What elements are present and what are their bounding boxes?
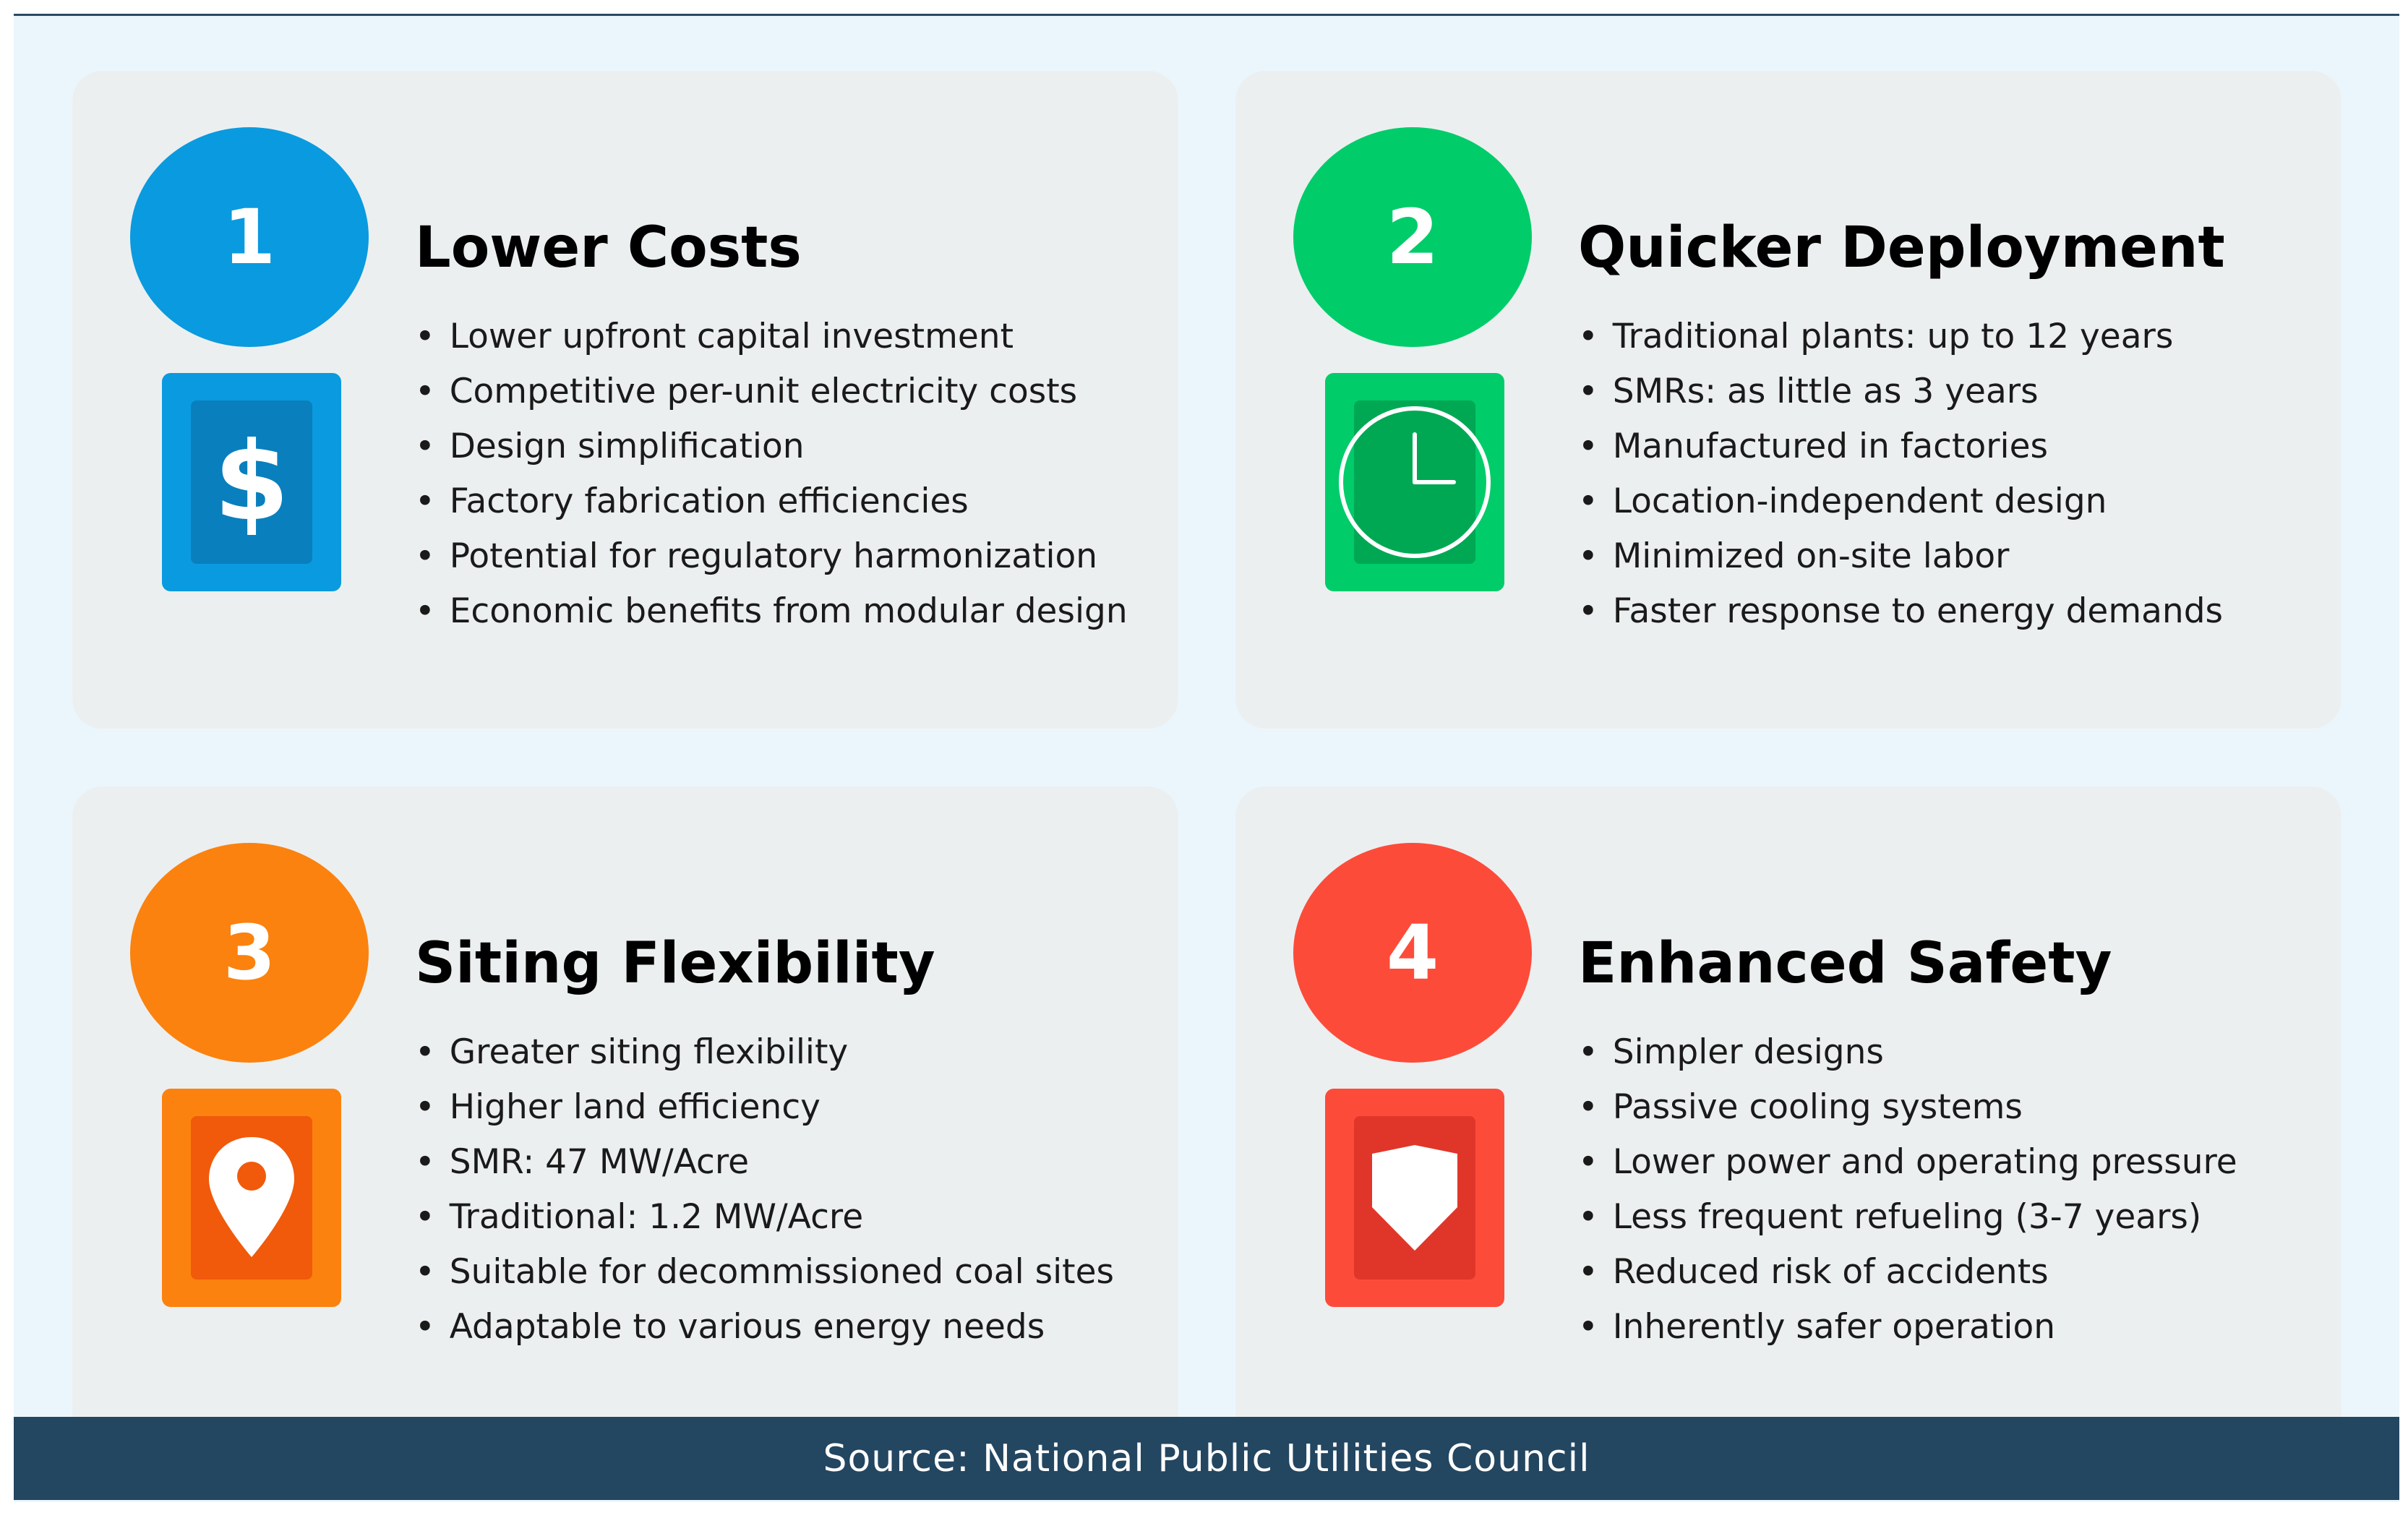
panel-quicker-deployment [1235,71,2341,729]
panel-lower-costs [72,71,1178,729]
bullet-list [415,309,1128,639]
list-item: • Inherently safer operation [1578,1300,2237,1355]
list-item: • Lower power and operating pressure [1578,1135,2237,1190]
list-item: • Reduced risk of accidents [1578,1245,2237,1300]
infographic-frame [14,14,2399,1502]
panel-title: Siting Flexibility [415,931,935,996]
list-item: • Faster response to energy demands [1578,584,2223,639]
source-footer [14,1417,2399,1500]
panel-siting-flexibility [72,786,1178,1444]
panel-title: Quicker Deployment [1578,215,2225,280]
list-item: • Lower upfront capital investment [415,309,1128,364]
list-item: • Manufactured in factories [1578,419,2223,474]
panel-title: Enhanced Safety [1578,931,2112,996]
list-item: • Traditional: 1.2 MW/Acre [415,1190,1114,1245]
number-badge: 3 [130,843,369,1063]
list-item: • Potential for regulatory harmonization [415,529,1128,584]
list-item: • Design simplification [415,419,1128,474]
list-item: • Minimized on-site labor [1578,529,2223,584]
list-item: • Factory fabrication efficiencies [415,474,1128,529]
list-item: • Less frequent refueling (3-7 years) [1578,1190,2237,1245]
list-item: • Passive cooling systems [1578,1080,2237,1135]
icon-tile [1325,1089,1504,1307]
shield-icon [1354,1116,1475,1280]
list-item: • Location-independent design [1578,474,2223,529]
number-badge: 4 [1293,843,1532,1063]
source-text: Source: National Public Utilities Council [823,1436,1590,1480]
number-badge: 1 [130,127,369,347]
list-item: • Higher land efficiency [415,1080,1114,1135]
map-pin-icon [191,1116,312,1280]
list-item: • Adaptable to various energy needs [415,1300,1114,1355]
bullet-list [1578,309,2223,639]
list-item: • Competitive per-unit electricity costs [415,364,1128,419]
clock-icon [1354,400,1475,564]
panel-enhanced-safety [1235,786,2341,1444]
list-item: • Simpler designs [1578,1025,2237,1080]
icon-tile [1325,373,1504,591]
list-item: • Greater siting flexibility [415,1025,1114,1080]
list-item: • Economic benefits from modular design [415,584,1128,639]
icon-tile [162,1089,341,1307]
panel-title: Lower Costs [415,215,802,280]
bullet-list [415,1025,1114,1355]
list-item: • Suitable for decommissioned coal sites [415,1245,1114,1300]
dollar-glyph: $ [213,419,290,545]
list-item: • Traditional plants: up to 12 years [1578,309,2223,364]
list-item: • SMR: 47 MW/Acre [415,1135,1114,1190]
number-badge: 2 [1293,127,1532,347]
list-item: • SMRs: as little as 3 years [1578,364,2223,419]
icon-tile [162,373,341,591]
bullet-list [1578,1025,2237,1355]
dollar-sign-icon [191,400,312,564]
